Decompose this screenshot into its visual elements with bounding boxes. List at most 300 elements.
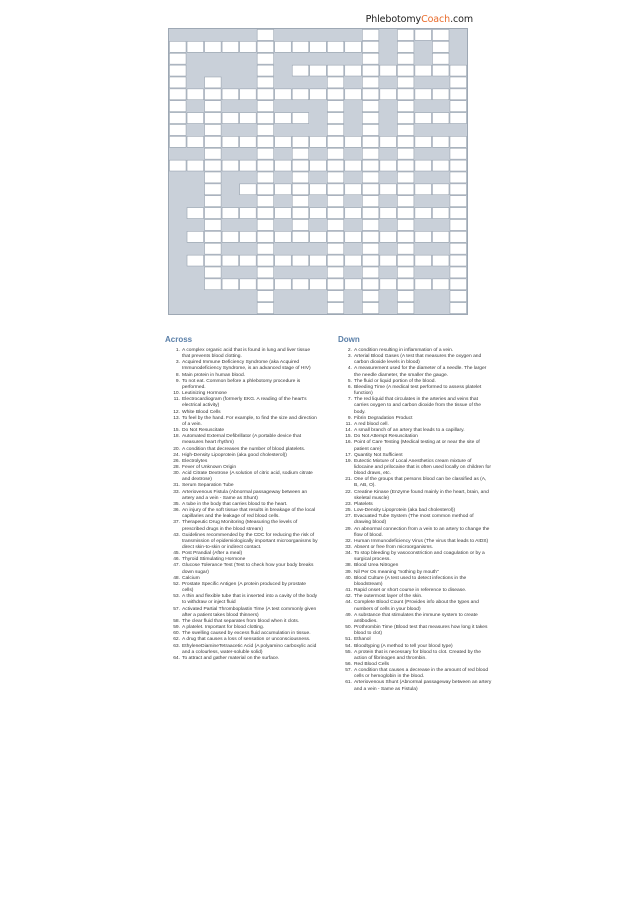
clue-text: To feel by the hand. For example, to find the size and direction of a vein.	[182, 415, 317, 427]
grid-cell[interactable]	[380, 89, 397, 100]
grid-cell[interactable]	[362, 89, 379, 100]
grid-cell[interactable]	[310, 184, 327, 195]
grid-cell[interactable]	[187, 113, 204, 124]
grid-cell[interactable]	[205, 148, 222, 159]
grid-cell[interactable]	[257, 113, 274, 124]
grid-cell[interactable]	[362, 243, 379, 254]
grid-cell[interactable]	[257, 77, 274, 88]
down-clue	[342, 366, 492, 378]
grid-cell[interactable]	[292, 184, 309, 195]
grid-cell[interactable]	[257, 231, 274, 242]
clue-text: A protein that is necessary for blood to clot. Created by the action of fibrinogen and thrombin.	[354, 649, 481, 661]
grid-cell[interactable]	[450, 267, 467, 278]
clue-text: Eutectic Mixture of Local Anesthetics cream mixture of lidocaine and prilocaine that is often used locally on children for blood draws, etc.	[354, 458, 492, 477]
grid-cell[interactable]	[310, 41, 327, 52]
clue-number: 47.	[173, 563, 180, 569]
grid-cell[interactable]	[362, 101, 379, 112]
grid-cell[interactable]	[450, 243, 467, 254]
grid-cell[interactable]	[170, 113, 187, 124]
grid-cell[interactable]	[450, 255, 467, 266]
grid-cell[interactable]	[275, 231, 292, 242]
clue-number: 46.	[173, 557, 180, 563]
grid-cell[interactable]	[327, 65, 344, 76]
grid-cell[interactable]	[187, 231, 204, 242]
grid-cell[interactable]	[397, 267, 414, 278]
grid-cell[interactable]	[310, 136, 327, 147]
grid-cell[interactable]	[432, 89, 449, 100]
grid-cell[interactable]	[415, 136, 432, 147]
grid-cell[interactable]	[345, 231, 362, 242]
grid-cell[interactable]	[222, 113, 239, 124]
grid-cell[interactable]	[327, 267, 344, 278]
grid-cell[interactable]	[170, 65, 187, 76]
grid-cell[interactable]	[415, 208, 432, 219]
clue-number: 11.	[345, 421, 352, 427]
grid-cell[interactable]	[275, 255, 292, 266]
grid-cell[interactable]	[345, 255, 362, 266]
grid-cell[interactable]	[380, 279, 397, 290]
grid-cell[interactable]	[205, 77, 222, 88]
grid-cell[interactable]	[292, 65, 309, 76]
grid-cell[interactable]	[397, 255, 414, 266]
grid-cell[interactable]	[327, 243, 344, 254]
grid-cell[interactable]	[397, 279, 414, 290]
grid-cell[interactable]	[450, 303, 467, 314]
clue-number: 24.	[173, 452, 180, 458]
grid-cell[interactable]	[257, 184, 274, 195]
grid-cell[interactable]	[397, 196, 414, 207]
grid-cell[interactable]	[397, 53, 414, 64]
clue-number: 2.	[347, 348, 352, 353]
grid-cell[interactable]	[432, 113, 449, 124]
grid-cell[interactable]	[345, 65, 362, 76]
grid-cell[interactable]	[205, 231, 222, 242]
grid-cell[interactable]	[257, 303, 274, 314]
grid-cell[interactable]	[170, 89, 187, 100]
grid-cell[interactable]	[240, 113, 257, 124]
grid-cell[interactable]	[345, 208, 362, 219]
grid-cell[interactable]	[205, 41, 222, 52]
grid-cell[interactable]	[187, 160, 204, 171]
grid-cell[interactable]	[222, 231, 239, 242]
grid-cell[interactable]	[205, 243, 222, 254]
grid-cell[interactable]	[397, 184, 414, 195]
grid-cell[interactable]	[292, 41, 309, 52]
grid-cell[interactable]	[310, 231, 327, 242]
grid-cell[interactable]	[205, 267, 222, 278]
grid-cell[interactable]	[327, 89, 344, 100]
grid-cell[interactable]	[170, 160, 187, 171]
grid-cell[interactable]	[327, 255, 344, 266]
grid-cell[interactable]	[292, 136, 309, 147]
grid-cell[interactable]	[292, 231, 309, 242]
grid-cell[interactable]	[187, 89, 204, 100]
clue-number: 56.	[345, 661, 352, 667]
clue-number: 9.	[347, 415, 352, 421]
down-clue	[342, 650, 492, 662]
grid-cell[interactable]	[362, 30, 379, 41]
grid-cell[interactable]	[380, 231, 397, 242]
grid-cell[interactable]	[187, 41, 204, 52]
grid-cell[interactable]	[362, 220, 379, 231]
grid-cell[interactable]	[222, 279, 239, 290]
grid-cell[interactable]	[415, 65, 432, 76]
grid-cell[interactable]	[450, 136, 467, 147]
grid-cell[interactable]	[240, 160, 257, 171]
grid-cell[interactable]	[292, 160, 309, 171]
grid-cell[interactable]	[222, 136, 239, 147]
grid-cell[interactable]	[222, 89, 239, 100]
grid-cell[interactable]	[432, 53, 449, 64]
clue-text: Absent or free from microorganisms.	[354, 545, 434, 550]
grid-cell[interactable]	[345, 184, 362, 195]
clue-number: 26.	[173, 458, 180, 464]
grid-cell[interactable]	[327, 291, 344, 302]
grid-cell[interactable]	[205, 113, 222, 124]
grid-cell[interactable]	[275, 89, 292, 100]
grid-cell[interactable]	[362, 184, 379, 195]
grid-cell[interactable]	[292, 279, 309, 290]
grid-cell[interactable]	[257, 160, 274, 171]
grid-cell[interactable]	[310, 160, 327, 171]
grid-cell[interactable]	[275, 113, 292, 124]
grid-cell[interactable]	[415, 231, 432, 242]
grid-cell[interactable]	[205, 160, 222, 171]
clue-number: 30.	[173, 471, 180, 477]
grid-cell[interactable]	[397, 303, 414, 314]
grid-cell[interactable]	[450, 77, 467, 88]
grid-cell[interactable]	[345, 279, 362, 290]
grid-cell[interactable]	[327, 113, 344, 124]
grid-cell[interactable]	[257, 291, 274, 302]
grid-cell[interactable]	[327, 41, 344, 52]
grid-cell[interactable]	[240, 184, 257, 195]
grid-cell[interactable]	[362, 267, 379, 278]
grid-cell[interactable]	[450, 148, 467, 159]
grid-cell[interactable]	[415, 255, 432, 266]
grid-cell[interactable]	[362, 231, 379, 242]
grid-cell[interactable]	[205, 184, 222, 195]
grid-cell[interactable]	[432, 255, 449, 266]
grid-cell[interactable]	[362, 279, 379, 290]
grid-cell[interactable]	[362, 208, 379, 219]
grid-cell[interactable]	[397, 41, 414, 52]
grid-cell[interactable]	[257, 101, 274, 112]
grid-cell[interactable]	[327, 77, 344, 88]
grid-cell[interactable]	[380, 136, 397, 147]
grid-cell[interactable]	[257, 89, 274, 100]
grid-cell[interactable]	[450, 291, 467, 302]
grid-cell[interactable]	[362, 196, 379, 207]
grid-cell[interactable]	[345, 136, 362, 147]
grid-cell[interactable]	[222, 255, 239, 266]
grid-cell[interactable]	[292, 220, 309, 231]
grid-cell[interactable]	[187, 255, 204, 266]
grid-cell[interactable]	[345, 41, 362, 52]
grid-cell[interactable]	[327, 184, 344, 195]
grid-cell[interactable]	[415, 89, 432, 100]
grid-cell[interactable]	[432, 184, 449, 195]
clue-number: 55.	[345, 649, 352, 655]
grid-cell[interactable]	[362, 136, 379, 147]
grid-cell[interactable]	[187, 208, 204, 219]
grid-cell[interactable]	[257, 243, 274, 254]
grid-cell[interactable]	[310, 89, 327, 100]
grid-cell[interactable]	[205, 196, 222, 207]
grid-cell[interactable]	[397, 77, 414, 88]
grid-cell[interactable]	[397, 231, 414, 242]
clue-number: 1.	[175, 348, 180, 353]
grid-cell[interactable]	[432, 136, 449, 147]
grid-cell[interactable]	[292, 89, 309, 100]
grid-cell[interactable]	[327, 136, 344, 147]
grid-cell[interactable]	[450, 231, 467, 242]
clue-text: Platelets	[354, 501, 373, 507]
grid-cell[interactable]	[292, 172, 309, 183]
grid-cell[interactable]	[362, 113, 379, 124]
grid-cell[interactable]	[275, 279, 292, 290]
grid-cell[interactable]	[327, 160, 344, 171]
grid-cell[interactable]	[432, 160, 449, 171]
clue-text: The clear fluid that separates from blood when it clots.	[182, 618, 300, 624]
clue-text: Creatine Kinase (Enzyme found mainly in the heart, brain, and skeletal muscle)	[354, 489, 489, 501]
clue-text: To not eat. Common before a phlebotomy procedure is performed.	[182, 378, 301, 390]
across-clue	[170, 416, 318, 428]
grid-cell[interactable]	[327, 208, 344, 219]
grid-cell[interactable]	[450, 160, 467, 171]
grid-cell[interactable]	[222, 160, 239, 171]
clue-number: 23.	[345, 501, 352, 507]
grid-cell[interactable]	[240, 255, 257, 266]
grid-cell[interactable]	[380, 160, 397, 171]
grid-cell[interactable]	[450, 220, 467, 231]
grid-cell[interactable]	[397, 65, 414, 76]
grid-cell[interactable]	[327, 125, 344, 136]
grid-cell[interactable]	[170, 53, 187, 64]
grid-cell[interactable]	[275, 160, 292, 171]
across-clue	[170, 594, 318, 606]
grid-cell[interactable]	[432, 208, 449, 219]
grid-cell[interactable]	[310, 65, 327, 76]
grid-cell[interactable]	[292, 255, 309, 266]
grid-cell[interactable]	[415, 160, 432, 171]
grid-cell[interactable]	[397, 113, 414, 124]
grid-cell[interactable]	[397, 220, 414, 231]
grid-cell[interactable]	[170, 101, 187, 112]
grid-cell[interactable]	[205, 89, 222, 100]
grid-cell[interactable]	[275, 184, 292, 195]
clue-number: 44.	[345, 600, 352, 606]
grid-cell[interactable]	[292, 148, 309, 159]
grid-cell[interactable]	[450, 65, 467, 76]
grid-cell[interactable]	[362, 291, 379, 302]
grid-cell[interactable]	[187, 136, 204, 147]
grid-cell[interactable]	[432, 41, 449, 52]
grid-cell[interactable]	[450, 208, 467, 219]
grid-cell[interactable]	[450, 172, 467, 183]
grid-cell[interactable]	[240, 208, 257, 219]
clue-text: Automated External Defibrillator (A portable device that measures heart rhythm)	[182, 434, 302, 446]
grid-cell[interactable]	[257, 196, 274, 207]
grid-cell[interactable]	[292, 113, 309, 124]
grid-cell[interactable]	[205, 220, 222, 231]
grid-cell[interactable]	[222, 208, 239, 219]
grid-cell[interactable]	[240, 136, 257, 147]
grid-cell[interactable]	[240, 279, 257, 290]
grid-cell[interactable]	[240, 89, 257, 100]
grid-cell[interactable]	[257, 65, 274, 76]
clue-number: 49.	[345, 612, 352, 618]
grid-cell[interactable]	[205, 125, 222, 136]
brand-part-2: Coach	[421, 14, 451, 25]
grid-cell[interactable]	[397, 30, 414, 41]
grid-cell[interactable]	[380, 208, 397, 219]
across-clue	[170, 360, 318, 372]
clue-text: An injury of the soft tissue that results in breakage of the local capillaries and the leakage of red blood cells.	[182, 508, 316, 520]
grid-cell[interactable]	[310, 208, 327, 219]
grid-cell[interactable]	[170, 125, 187, 136]
grid-cell[interactable]	[362, 65, 379, 76]
grid-cell[interactable]	[345, 89, 362, 100]
grid-cell[interactable]	[257, 279, 274, 290]
grid-cell[interactable]	[362, 53, 379, 64]
grid-cell[interactable]	[257, 267, 274, 278]
grid-cell[interactable]	[240, 41, 257, 52]
clue-number: 15.	[345, 434, 352, 440]
grid-cell[interactable]	[362, 303, 379, 314]
grid-cell[interactable]	[397, 125, 414, 136]
grid-cell[interactable]	[450, 113, 467, 124]
grid-cell[interactable]	[362, 125, 379, 136]
grid-cell[interactable]	[275, 41, 292, 52]
grid-cell[interactable]	[397, 89, 414, 100]
grid-cell[interactable]	[397, 136, 414, 147]
grid-cell[interactable]	[257, 208, 274, 219]
grid-cell[interactable]	[397, 208, 414, 219]
grid-cell[interactable]	[345, 160, 362, 171]
grid-cell[interactable]	[205, 172, 222, 183]
grid-cell[interactable]	[327, 220, 344, 231]
grid-cell[interactable]	[310, 255, 327, 266]
grid-cell[interactable]	[327, 303, 344, 314]
grid-cell[interactable]	[362, 255, 379, 266]
clue-text: The outermost layer of the skin.	[354, 594, 423, 600]
grid-cell[interactable]	[170, 41, 187, 52]
clue-number: 48.	[173, 575, 180, 581]
grid-cell[interactable]	[362, 77, 379, 88]
clue-text: The red liquid that circulates in the arteries and veins that carries oxygen to and carbon dioxide from the tissue of the body.	[354, 397, 481, 415]
across-clue	[170, 520, 318, 532]
grid-cell[interactable]	[257, 53, 274, 64]
down-clue	[342, 668, 492, 680]
down-clue	[342, 459, 492, 477]
grid-cell[interactable]	[327, 172, 344, 183]
grid-cell[interactable]	[257, 172, 274, 183]
clue-text: Point of Care Testing (Medical testing at or near the site of patient care)	[354, 440, 480, 452]
grid-cell[interactable]	[397, 101, 414, 112]
grid-cell[interactable]	[257, 41, 274, 52]
grid-cell[interactable]	[450, 89, 467, 100]
clue-number: 12.	[173, 409, 180, 415]
grid-cell[interactable]	[362, 160, 379, 171]
clue-number: 19.	[345, 458, 352, 464]
grid-cell[interactable]	[397, 172, 414, 183]
grid-cell[interactable]	[362, 172, 379, 183]
grid-cell[interactable]	[205, 255, 222, 266]
grid-cell[interactable]	[362, 148, 379, 159]
clue-text: Glucose Tolerance Test (Test to check how your body breaks down sugar)	[182, 563, 314, 575]
clue-number: 62.	[173, 637, 180, 643]
clue-text: A condition that causes a decrease in the amount of red blood cells or hemoglobin in the blood.	[354, 668, 489, 680]
grid-cell[interactable]	[205, 279, 222, 290]
grid-cell[interactable]	[292, 196, 309, 207]
across-clue	[170, 563, 318, 575]
clue-text: Electrolytes	[182, 458, 208, 464]
grid-cell[interactable]	[432, 279, 449, 290]
grid-cell[interactable]	[380, 184, 397, 195]
grid-cell[interactable]	[450, 196, 467, 207]
grid-cell[interactable]	[327, 148, 344, 159]
clue-text: The fluid or liquid portion of the blood.	[354, 378, 436, 384]
grid-cell[interactable]	[450, 279, 467, 290]
grid-cell[interactable]	[415, 279, 432, 290]
grid-cell[interactable]	[432, 231, 449, 242]
grid-cell[interactable]	[450, 184, 467, 195]
clue-number: 37.	[173, 520, 180, 526]
grid-cell[interactable]	[397, 291, 414, 302]
clue-number: 42.	[345, 594, 352, 600]
clue-text: Red Blood Cells	[354, 661, 390, 667]
grid-cell[interactable]	[380, 255, 397, 266]
grid-cell[interactable]	[170, 77, 187, 88]
grid-cell[interactable]	[205, 208, 222, 219]
down-clue	[342, 625, 492, 637]
grid-cell[interactable]	[432, 30, 449, 41]
grid-cell[interactable]	[257, 220, 274, 231]
grid-cell[interactable]	[292, 208, 309, 219]
grid-cell[interactable]	[275, 136, 292, 147]
grid-cell[interactable]	[415, 184, 432, 195]
grid-cell[interactable]	[240, 231, 257, 242]
grid-cell[interactable]	[327, 279, 344, 290]
grid-cell[interactable]	[205, 136, 222, 147]
grid-cell[interactable]	[327, 231, 344, 242]
grid-cell[interactable]	[327, 101, 344, 112]
grid-cell[interactable]	[327, 196, 344, 207]
grid-cell[interactable]	[397, 148, 414, 159]
grid-cell[interactable]	[450, 101, 467, 112]
grid-cell[interactable]	[257, 136, 274, 147]
grid-cell[interactable]	[432, 65, 449, 76]
grid-cell[interactable]	[222, 41, 239, 52]
grid-cell[interactable]	[310, 279, 327, 290]
grid-cell[interactable]	[257, 30, 274, 41]
grid-cell[interactable]	[257, 255, 274, 266]
grid-cell[interactable]	[257, 125, 274, 136]
grid-cell[interactable]	[170, 136, 187, 147]
grid-cell[interactable]	[415, 30, 432, 41]
grid-cell[interactable]	[397, 160, 414, 171]
grid-cell[interactable]	[397, 243, 414, 254]
grid-cell[interactable]	[275, 208, 292, 219]
grid-cell[interactable]	[362, 41, 379, 52]
grid-cell[interactable]	[415, 113, 432, 124]
grid-cell[interactable]	[257, 148, 274, 159]
clue-text: Bloodtyping (A method to tell your blood type)	[354, 643, 453, 649]
grid-cell[interactable]	[205, 101, 222, 112]
grid-cell[interactable]	[380, 65, 397, 76]
clue-number: 43.	[173, 532, 180, 538]
